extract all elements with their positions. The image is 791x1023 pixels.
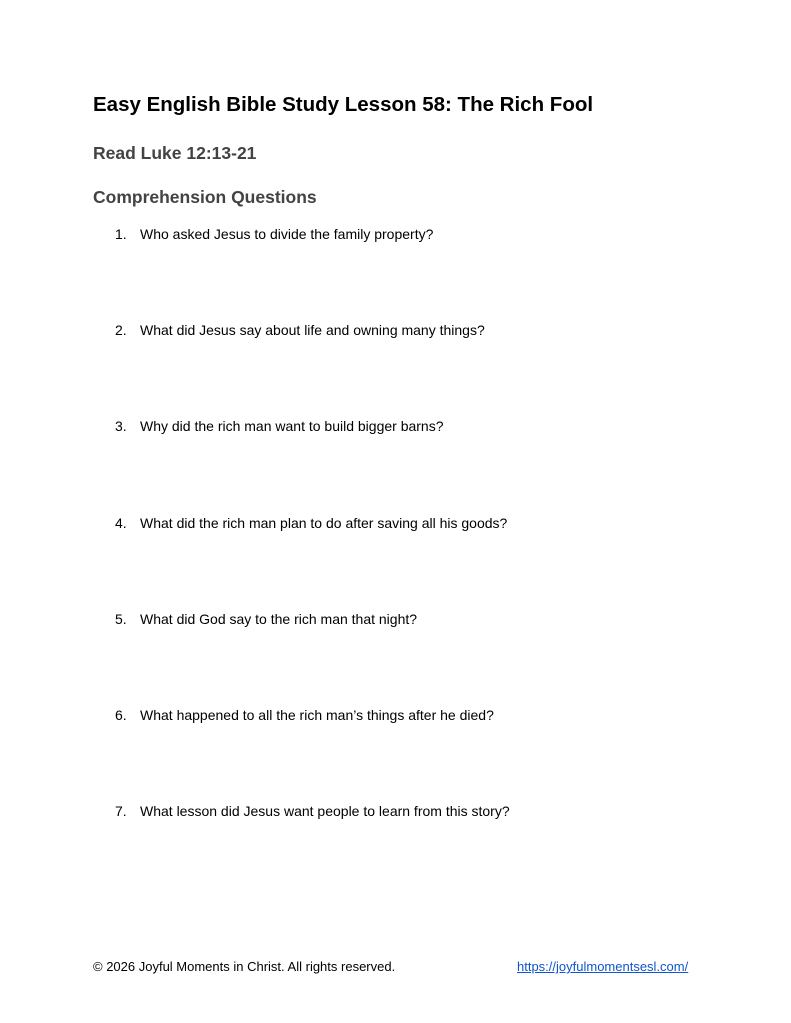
question-item <box>0 320 700 340</box>
reading-reference-heading: Read Luke 12:13-21 <box>93 143 257 163</box>
question-text: What lesson did Jesus want people to learn from this story? <box>140 803 510 819</box>
question-text: What did Jesus say about life and owning many things? <box>140 322 485 338</box>
question-item <box>0 416 700 436</box>
page-title: Easy English Bible Study Lesson 58: The Rich Fool <box>93 93 594 116</box>
question-item <box>0 224 700 244</box>
question-item <box>0 801 700 821</box>
question-number: 1. <box>115 226 127 242</box>
question-number: 3. <box>115 418 127 434</box>
question-text: Who asked Jesus to divide the family property? <box>140 226 434 242</box>
comprehension-questions-heading: Comprehension Questions <box>93 187 317 207</box>
question-item <box>0 513 700 533</box>
question-number: 2. <box>115 322 127 338</box>
question-number: 7. <box>115 803 127 819</box>
page-footer <box>0 957 791 977</box>
question-text: What happened to all the rich man’s things after he died? <box>140 707 494 723</box>
question-item <box>0 705 700 725</box>
copyright-notice: © 2026 Joyful Moments in Christ. All rights reserved. <box>93 959 396 974</box>
website-link[interactable]: https://joyfulmomentsesl.com/ <box>517 959 689 974</box>
question-number: 4. <box>115 515 127 531</box>
question-number: 5. <box>115 611 127 627</box>
question-text: Why did the rich man want to build bigger barns? <box>140 418 444 434</box>
question-text: What did the rich man plan to do after saving all his goods? <box>140 515 508 531</box>
question-number: 6. <box>115 707 127 723</box>
question-text: What did God say to the rich man that night? <box>140 611 418 627</box>
question-item <box>0 609 700 629</box>
